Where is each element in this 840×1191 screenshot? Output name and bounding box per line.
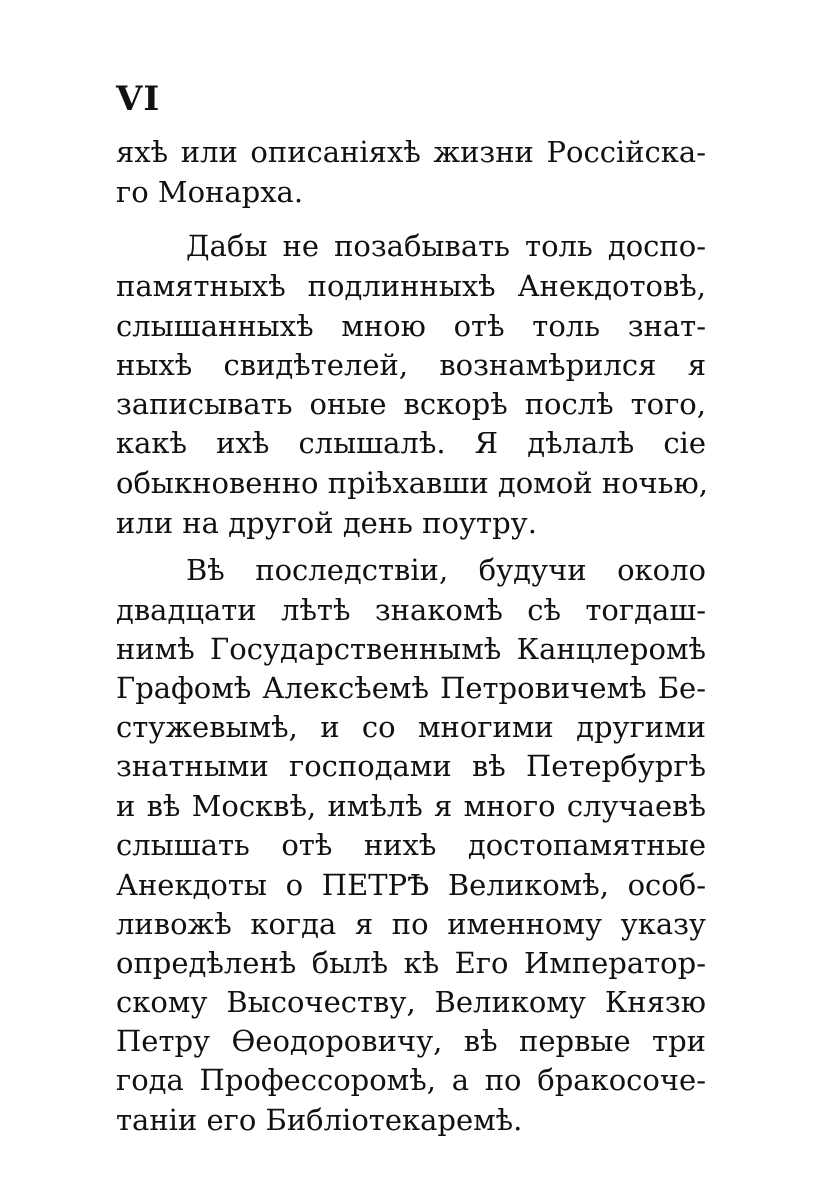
- text-line: или на другой день поутру.: [116, 506, 537, 540]
- text-line: и вѣ Москвѣ, имѣлѣ я много случаевѣ: [116, 789, 706, 823]
- text-line: яхѣ или описаніяхѣ жизни Россійска-: [116, 135, 706, 169]
- text-line: памятныхѣ подлинныхѣ Анекдотовѣ,: [116, 269, 706, 303]
- text-line: года Профессоромѣ, а по бракосоче-: [116, 1063, 706, 1097]
- text-line: Графомѣ Алексѣемѣ Петровичемѣ Бе-: [116, 671, 706, 705]
- text-line: слышанныхѣ мною отѣ толь знат-: [116, 309, 706, 343]
- text-line: ливожѣ когда я по именному указу: [116, 907, 706, 941]
- text-line: обыкновенно пріѣхавши домой ночью,: [116, 466, 708, 500]
- text-line: го Монарха.: [116, 175, 304, 209]
- text-line: Дабы не позабывать толь доспо-: [186, 229, 706, 263]
- text-line: ныхѣ свидѣтелей, вознамѣрился я: [116, 348, 706, 382]
- text-line: Петру Өеодоровичу, вѣ первые три: [116, 1024, 706, 1058]
- text-line: скому Высочеству, Великому Князю: [116, 985, 706, 1019]
- text-line: опредѣленѣ былѣ кѣ Его Император-: [116, 946, 706, 980]
- text-line: знатными господами вѣ Петербургѣ: [116, 749, 706, 783]
- text-line: какѣ ихѣ слышалѣ. Я дѣлалѣ сіе: [116, 426, 706, 460]
- text-line: стужевымѣ, и со многими другими: [116, 710, 706, 744]
- text-line: Вѣ последствіи, будучи около: [186, 553, 706, 587]
- text-line: Анекдоты о ПЕТРѢ Великомѣ, особ-: [116, 868, 706, 902]
- text-line: слышать отѣ нихѣ достопамятные: [116, 828, 706, 862]
- text-line: нимѣ Государственнымѣ Канцлеромѣ: [116, 632, 706, 666]
- page-number: VI: [116, 79, 161, 119]
- text-line: таніи его Библіотекаремѣ.: [116, 1103, 523, 1137]
- text-line: записывать оные вскорѣ послѣ того,: [116, 387, 706, 421]
- text-line: двадцати лѣтѣ знакомѣ сѣ тогдаш-: [116, 593, 706, 627]
